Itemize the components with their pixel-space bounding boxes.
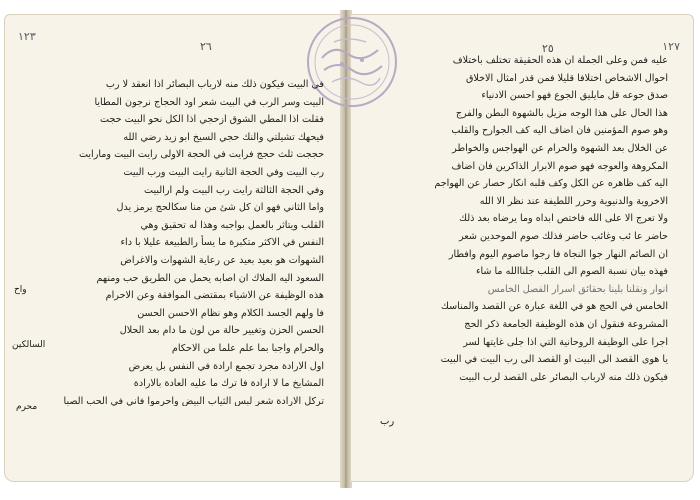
left-line: حججت ثلث حجج فرايت في الحجة الاولى رايت البيت ومارايت — [78, 149, 324, 161]
right-line: فهذه بيان نسبة الصوم الى القلب جلناالله ما شاء — [475, 266, 668, 278]
right-line: الخامس في الحج هو في اللغة عبارة عن القصد والمناسك — [441, 301, 668, 313]
left-line: فيحهك تشيلتي والنك حجي السيخ ابو زيد رضي الله — [123, 131, 324, 143]
right-line-section-heading: انوار ونقلنا بلينا بحقائق اسرار الفصل الخامس — [487, 283, 668, 295]
right-line: عن الخلال بعد الشهوة والحرام عن الهواجس والخواطر — [452, 142, 668, 154]
left-line: النفس في الاكثر متكبرة ما يسأ رالطبيعة عليلا با داء — [120, 237, 324, 249]
right-line: ان الصائم النهار جوا النجاة فا رجوا ماصوم اليوم وافطار — [448, 248, 668, 260]
left-page-text — [56, 76, 324, 406]
left-line: في البيت فيكون ذلك منه لارباب البصائر اذا انعقد لا رب — [105, 79, 324, 90]
left-line: فقلت اذا المطي الشوق ازحجي اذا الكل نحو البيت حجت — [100, 114, 324, 126]
right-line: صدق جوعه قل مايليق الجوع فهو احسن الادنياء — [481, 90, 668, 102]
left-line: اول الارادة مجرد تجمع ارادة في النفس بل يعرض — [128, 360, 324, 372]
left-line: القلب ويتاثر بالعمل بواجبه وهذا له تحقيق وهي — [140, 219, 324, 231]
right-line: الاخروية والدنيوية وحرر اللطيفة عند نظر الا الله — [479, 195, 668, 207]
margin-note: محرم — [16, 402, 38, 412]
left-line: تركل الارادة شعر لبس الثياب البيض واحرموا فاني في الحب الصبا — [63, 395, 324, 406]
left-page-number: ٢٦ — [200, 40, 212, 53]
catchword: رب — [380, 416, 395, 427]
left-line: واما الثاني فهو ان كل شئ من منا سكالحج يرمز يدل — [116, 202, 324, 214]
left-line: البيت وسر الرب في البيت شعر اود الحجاج نرجون المطايا — [94, 96, 324, 108]
right-line: اليه كف ظاهره عن الكل وكف قلبه انكار حصار عن الهواجم — [434, 178, 668, 190]
left-line: والحرام واجبا بما علم علما من الاحكام — [171, 342, 324, 354]
right-line: المكروهة والعوجه فهو صوم الابرار الذاكرين فان اضاف — [451, 160, 668, 172]
left-line: هذه الوظيفة عن الاشياء بمقتضى الموافقة وعن الاحرام — [105, 290, 324, 302]
left-line: السعود اليه الملاك ان اصابه يحمل من الطريق حب ومنهم — [96, 272, 324, 284]
left-line: وفي الحجة الثالثة رايت رب البيت ولم ارالبيت — [144, 184, 324, 196]
right-line: عليه فمن وعلى الجملة ان هذه الحقيقة تختلف باختلاف — [452, 55, 668, 66]
right-line: وهو صوم المؤمنين فان اضاف اليه كف الجوارح والقلب — [451, 125, 668, 137]
right-folio-number: ١٢٧ — [662, 40, 680, 53]
right-line: يا هوى القصد الى البيت او القصد الى رب البيت في البيت — [440, 354, 668, 366]
left-line: فا ولهم الجسد الكلام وهو نظام الاحسن الحسن — [137, 307, 324, 319]
left-line: رب البيت وفي الحجة الثانية رايت البيت ورب البيت — [123, 166, 324, 178]
right-page-text — [378, 52, 668, 404]
left-line: الحسن الحزن وتغيير حالة من لون ما دام بعد الحلال — [119, 325, 324, 337]
right-line: المشروعة فنقول ان هذه الوظيفة الجامعة ذكر الحج — [464, 318, 668, 330]
right-page-number: ٢٥ — [542, 42, 554, 55]
margin-note: السالكين — [12, 340, 46, 350]
left-line: المشايخ ما لا ارادة فا ترك ما عليه العادة بالارادة — [133, 378, 324, 390]
right-line: ولا تعرج الا على الله فاختص ابداه وما يرضاه بعد ذلك — [459, 213, 668, 225]
right-line: فيكون ذلك منه لارباب البصائر على القصد لرب البيت — [459, 371, 668, 383]
left-line: الشهوات هو بعيد بعيد عن رعاية الشهوات والاغراض — [120, 254, 324, 266]
right-line: احوال الاشخاص اختلافا قليلا فمن قدر امثال الاخلاق — [465, 72, 668, 84]
margin-note: واح — [14, 285, 27, 295]
right-line: اجرا على الوظيفة الروحانية التي اذا جلى غايتها لسر — [463, 336, 668, 348]
right-line: حاضر عا ئب وغائب حاضر فذلك صوم الموحدين شعر — [458, 230, 668, 242]
left-folio-number: ١٢٣ — [18, 30, 36, 43]
right-line: هذا الحال على هذا الوجه مزيل بالشهوة البطن والفرج — [455, 107, 668, 119]
